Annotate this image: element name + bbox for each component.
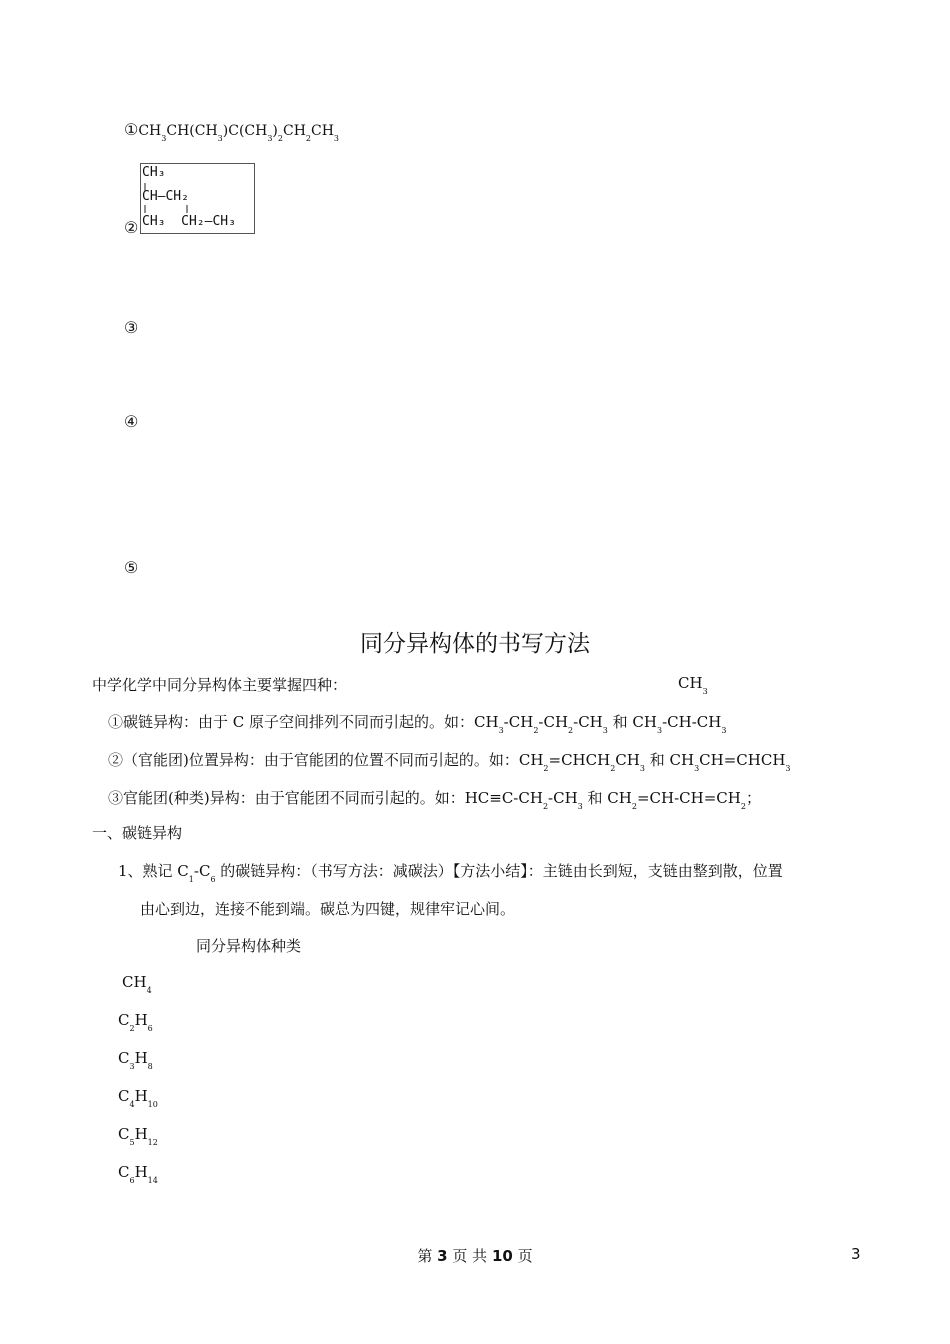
subscript: 3: [785, 764, 791, 773]
subscript: 2: [129, 1024, 135, 1033]
formula-text: 和 CH: [607, 713, 657, 731]
subscript: 2: [610, 764, 616, 773]
page-footer: 第 3 页 共 10 页: [417, 1247, 533, 1265]
formula-text: ): [272, 123, 278, 139]
subscript: 3: [129, 1062, 135, 1071]
formula-text: C: [118, 1087, 130, 1105]
subscript: 3: [161, 134, 167, 143]
subscript: 3: [498, 726, 504, 735]
item-4-mark: ④: [124, 412, 139, 431]
subscript: 3: [333, 134, 340, 143]
formula-text: ；: [745, 789, 761, 807]
formula-text: C: [118, 1125, 130, 1143]
point-1-line-1: [118, 860, 783, 884]
subscript: 12: [147, 1138, 158, 1147]
subscript: 5: [129, 1138, 135, 1147]
structure-formula-box: [140, 163, 255, 234]
subscript: 4: [129, 1100, 135, 1109]
exercise-item-1: [124, 120, 339, 143]
formula-text: H: [134, 1087, 148, 1105]
subscript: 3: [577, 802, 583, 811]
formula-text: 1、熟记 C: [118, 862, 189, 880]
formula-text: CH=CHCH: [699, 751, 786, 769]
formula-text: 和 CH: [582, 789, 632, 807]
formula-text: CH: [615, 751, 640, 769]
subscript: 2: [631, 802, 637, 811]
formula-text: CH: [122, 973, 147, 991]
formula-text: 的碳链异构：（书写方法：减碳法）【方法小结】：主链由长到短，支链由整到散，位置: [215, 862, 783, 880]
formula-text: -C: [193, 862, 211, 880]
branch-label: $CH_3$: [678, 674, 708, 696]
total-pages: 10: [491, 1247, 513, 1265]
item-2-mark: ②: [124, 218, 139, 237]
subscript: 2: [568, 726, 574, 735]
page-number: 3: [851, 1245, 861, 1263]
formula-text: )C(CH: [222, 123, 268, 139]
formula-text: C: [118, 1163, 130, 1181]
subscript: 3: [694, 764, 700, 773]
formula-c1: [122, 973, 152, 995]
subscript: 4: [146, 986, 152, 995]
section-title: 同分异构体的书写方法: [360, 631, 590, 657]
structure-row-3: CH₃ CH₂—CH₃: [142, 214, 236, 229]
table-header: 同分异构体种类: [196, 937, 302, 955]
formula-c6: [118, 1163, 158, 1185]
subscript: 3: [602, 726, 608, 735]
subscript: 2: [533, 726, 539, 735]
current-page: 3: [437, 1247, 448, 1265]
subscript: 8: [147, 1062, 153, 1071]
formula-c5: [118, 1125, 158, 1147]
subscript: 1: [188, 875, 194, 884]
item-5-mark: ⑤: [124, 558, 139, 577]
subscript: 3: [639, 764, 645, 773]
subscript: 3: [721, 726, 727, 735]
formula-text: CH(CH: [166, 123, 218, 139]
formula-text: 和 CH: [644, 751, 695, 769]
intro-text: 中学化学中同分异构体主要掌握四种：: [92, 676, 348, 694]
formula-c4: [118, 1087, 158, 1109]
subscript: 6: [210, 875, 216, 884]
formula-text: H: [134, 1011, 148, 1029]
subscript: 2: [740, 802, 746, 811]
subscript: 14: [147, 1176, 158, 1185]
formula-text: -CH: [503, 713, 534, 731]
formula-text: H: [134, 1049, 148, 1067]
structure-row-1: CH₃: [142, 165, 166, 180]
subscript: 2: [542, 802, 549, 811]
isomer-type-1: [108, 711, 726, 735]
heading-carbon-chain: 一、碳链异构: [92, 824, 183, 842]
item-3-mark: ③: [124, 318, 139, 337]
item-1-mark: ①: [124, 120, 139, 139]
subscript: 10: [147, 1100, 158, 1109]
subscript: 6: [147, 1024, 153, 1033]
subscript: 2: [305, 134, 311, 143]
formula-text: H: [134, 1163, 148, 1181]
formula-text: ①碳链异构：由于 C 原子空间排列不同而引起的。如：CH: [108, 713, 499, 731]
isomer-type-3: [108, 787, 761, 811]
formula-c2: [118, 1011, 153, 1033]
formula-text: ②（官能团)位置异构：由于官能团的位置不同而引起的。如：CH: [108, 751, 544, 769]
formula-text: -CH: [573, 713, 603, 731]
subscript: 2: [277, 134, 283, 143]
formula-text: -CH: [548, 789, 578, 807]
subscript: 3: [656, 726, 663, 735]
formula-text: C: [118, 1049, 130, 1067]
formula-text: =CHCH: [548, 751, 611, 769]
point-1-line-2: 由心到边，连接不能到端。碳总为四键，规律牢记心间。: [140, 900, 516, 918]
formula-text: CH: [311, 123, 334, 139]
subscript: 6: [129, 1176, 135, 1185]
formula-text: CH: [282, 123, 306, 139]
subscript: 3: [217, 134, 223, 143]
formula-text: ③官能团(种类)异构：由于官能团不同而引起的。如：HC≡C-CH: [108, 789, 543, 807]
formula-text: -CH: [538, 713, 569, 731]
formula-text: CH: [138, 123, 162, 139]
formula-text: =CH-CH=CH: [636, 789, 741, 807]
isomer-type-2: [108, 749, 791, 773]
formula-text: -CH-CH: [662, 713, 722, 731]
formula-c3: [118, 1049, 153, 1071]
subscript: 3: [267, 134, 273, 143]
structure-row-2: CH—CH₂: [142, 189, 189, 204]
formula-text: C: [118, 1011, 130, 1029]
subscript: 2: [543, 764, 549, 773]
formula-text: H: [134, 1125, 148, 1143]
item-1-formula: [138, 123, 340, 143]
